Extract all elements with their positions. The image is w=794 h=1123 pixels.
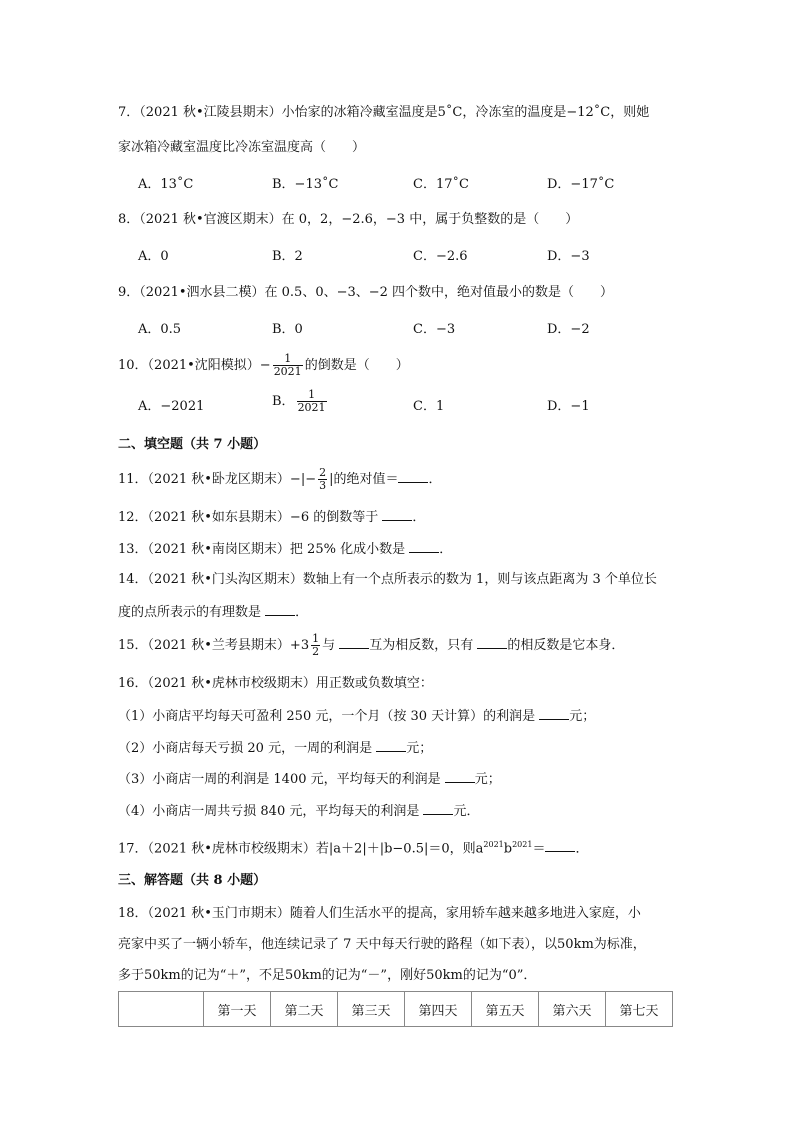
q15-answer-blank-2[interactable] <box>477 636 507 649</box>
q7-option-c: C．17˚C <box>413 177 469 192</box>
q16-item-4 <box>118 802 480 821</box>
q16-item-2-blank[interactable] <box>376 739 406 752</box>
q8-option-d: D．−3 <box>547 249 590 264</box>
q16-item-3 <box>118 770 501 789</box>
q15-fraction-num: 1 <box>312 632 320 645</box>
q16-item-3-blank[interactable] <box>445 770 475 783</box>
q16-item-1-end: 元； <box>569 709 596 724</box>
q17-exponent-a: 2021 <box>483 840 504 849</box>
section-solve-title: 三、解答题（共 8 小题） <box>118 873 267 888</box>
q14-line2-text: 度的点所表示的有理数是 <box>118 605 266 620</box>
q7-line2: 家冰箱冷藏室温度比冷冻室温度高（ ） <box>118 140 366 155</box>
q16-item-4-text: （4）小商店一周共亏损 840 元，平均每天的利润是 <box>118 804 424 819</box>
q14-answer-blank[interactable] <box>265 603 295 616</box>
q10-fraction-num: 1 <box>273 353 303 366</box>
q18-table-header-day1: 第一天 <box>204 992 271 1027</box>
q10-suffix: 的倒数是（ ） <box>304 358 409 373</box>
q17-answer-blank[interactable] <box>545 839 575 852</box>
q11-end: ． <box>428 472 442 487</box>
section-fill-in-title: 二、填空题（共 7 小题） <box>118 437 267 452</box>
q8-line1: 8．（2021 秋•官渡区期末）在 0，2，−2.6，−3 中，属于负整数的是（ ） <box>118 212 579 227</box>
q18-line3: 多于50km的记为“＋”，不足50km的记为“－”，刚好50km的记为“0”． <box>118 968 537 983</box>
q10-fraction <box>273 353 303 378</box>
q10-prefix: 10．（2021•沈阳模拟）− <box>118 358 271 373</box>
q10-option-d: D．−1 <box>547 399 590 414</box>
q8-option-c: C．−2.6 <box>413 249 468 264</box>
q16-item-1-text: （1）小商店平均每天可盈利 250 元，一个月（按 30 天计算）的利润是 <box>118 709 540 724</box>
q15-end: 的相反数是它本身． <box>507 638 625 653</box>
q10-option-b-den: 2021 <box>297 401 326 414</box>
q10-option-c: C．1 <box>413 399 445 414</box>
q15-line <box>118 632 624 660</box>
q12-line <box>118 508 425 527</box>
q10-fraction-den: 2021 <box>273 365 302 378</box>
q11-line <box>118 466 442 494</box>
q10-option-b-num: 1 <box>297 389 327 402</box>
q9-line1: 9．（2021•泗水县二模）在 0.5、0、−3、−2 四个数中，绝对值最小的数是（ ） <box>118 285 614 300</box>
q9-option-b: B．0 <box>272 322 303 337</box>
q14-line2 <box>118 603 308 622</box>
q12-answer-blank[interactable] <box>382 508 412 521</box>
q16-item-4-end: 元． <box>453 804 480 819</box>
q16-item-4-blank[interactable] <box>423 802 453 815</box>
q17-line <box>118 836 588 858</box>
q17-eq: ＝ <box>532 841 546 857</box>
q17-b: b <box>503 841 513 857</box>
q18-mileage-table <box>118 991 673 1027</box>
q18-table-header-day4: 第四天 <box>405 992 472 1027</box>
q16-item-1 <box>118 707 595 726</box>
q11-answer-blank[interactable] <box>398 470 428 483</box>
q7-option-d: D．−17˚C <box>547 177 615 192</box>
q16-item-3-text: （3）小商店一周的利润是 1400 元，平均每天的利润是 <box>118 772 445 787</box>
q12-end: ． <box>412 510 426 525</box>
q18-table-header-day7: 第七天 <box>606 992 673 1027</box>
q11-fraction-den: 3 <box>319 479 327 492</box>
q10-option-b-label: B． <box>272 394 295 409</box>
q8-option-b: B．2 <box>272 249 303 264</box>
q16-item-3-end: 元； <box>474 772 501 787</box>
q18-table-header-day6: 第六天 <box>539 992 606 1027</box>
q13-answer-blank[interactable] <box>409 540 439 553</box>
q18-table-header-day5: 第五天 <box>472 992 539 1027</box>
q18-line2: 亮家中买了一辆小轿车，他连续记录了 7 天中每天行驶的路程（如下表），以50km为标准， <box>118 937 646 952</box>
q8-option-a: A．0 <box>138 249 169 264</box>
q11-suffix: |的绝对值＝ <box>329 472 399 487</box>
q7-option-b: B．−13˚C <box>272 177 339 192</box>
q16-item-2-text: （2）小商店每天亏损 20 元，一周的利润是 <box>118 741 377 756</box>
q11-fraction-num: 2 <box>319 466 327 479</box>
q15-prefix: 15．（2021 秋•兰考县期末）+3 <box>118 638 310 653</box>
q10-option-b-fraction <box>297 389 327 414</box>
q7-line1: 7．（2021 秋•江陵县期末）小怡家的冰箱冷藏室温度是5˚C，冷冻室的温度是−12˚C，则她 <box>118 105 650 120</box>
q14-end: ． <box>295 605 309 620</box>
q15-answer-blank-1[interactable] <box>339 636 369 649</box>
q11-prefix: 11．（2021 秋•卧龙区期末）−|− <box>118 472 317 487</box>
q18-line1: 18．（2021 秋•玉门市期末）随着人们生活水平的提高，家用轿车越来越多地进入家庭，小 <box>118 906 641 921</box>
q16-item-2-end: 元； <box>406 741 433 756</box>
q18-table-header-day2: 第二天 <box>271 992 338 1027</box>
q9-option-d: D．−2 <box>547 322 590 337</box>
q17-exponent-b: 2021 <box>512 840 533 849</box>
q15-fraction <box>311 633 320 658</box>
q15-mid: 与 <box>322 638 340 653</box>
q7-option-a: A．13˚C <box>138 177 194 192</box>
q13-end: ． <box>439 542 453 557</box>
q14-line1: 14．（2021 秋•门头沟区期末）数轴上有一个点所表示的数为 1，则与该点距离为 3 个单位长 <box>118 572 657 587</box>
q15-fraction-den: 2 <box>312 645 320 658</box>
q16-item-2 <box>118 739 432 758</box>
q13-text: 13．（2021 秋•南岗区期末）把 25% 化成小数是 <box>118 542 410 557</box>
q16-line1: 16．（2021 秋•虎林市校级期末）用正数或负数填空： <box>118 676 433 691</box>
q18-table-corner <box>119 992 204 1027</box>
q12-text: 12．（2021 秋•如东县期末）−6 的倒数等于 <box>118 510 383 525</box>
q9-option-c: C．−3 <box>413 322 456 337</box>
q17-end: ． <box>575 841 589 857</box>
q16-item-1-blank[interactable] <box>539 707 569 720</box>
q10-option-a: A．−2021 <box>138 399 205 414</box>
q10-option-b <box>272 388 329 416</box>
q17-prefix: 17．（2021 秋•虎林市校级期末）若|a＋2|＋|b−0.5|＝0，则a <box>118 841 484 857</box>
q18-table-header-day3: 第三天 <box>338 992 405 1027</box>
q10-line1 <box>118 352 409 380</box>
q15-mid2: 互为相反数，只有 <box>369 638 478 653</box>
q9-option-a: A．0.5 <box>138 322 182 337</box>
q13-line <box>118 540 452 559</box>
q11-fraction <box>318 467 327 492</box>
q18-table-header-row <box>119 992 673 1027</box>
